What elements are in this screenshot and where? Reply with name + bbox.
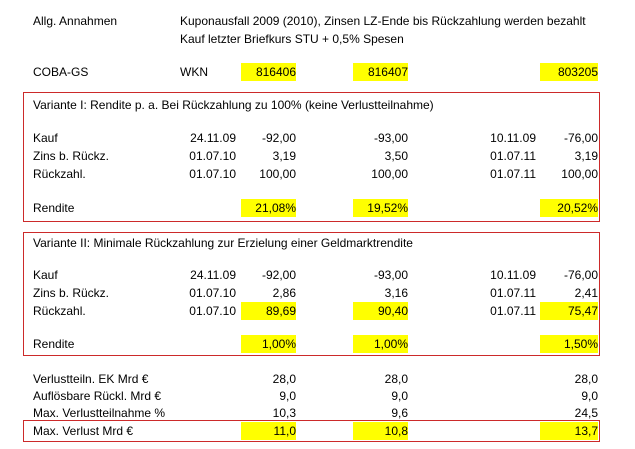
cell-row-label[interactable]: Verlustteiln. EK Mrd € — [33, 372, 149, 386]
cell-rendite-2[interactable]: 1,00% — [353, 335, 408, 353]
cell-value-3[interactable]: 24,5 — [574, 406, 598, 420]
variante-1-title[interactable]: Variante I: Rendite p. a. Bei Rückzahlung zu 100% (keine Verlustteilnahme) — [33, 98, 434, 112]
row-header-1 — [0, 12, 635, 30]
cell-value-2[interactable]: 3,50 — [384, 149, 408, 163]
cell-wkn-label[interactable]: WKN — [180, 65, 208, 79]
cell-date-3[interactable]: 10.11.09 — [490, 131, 536, 145]
cell-row-label[interactable]: Zins b. Rückz. — [33, 149, 110, 163]
cell-row-label[interactable]: Auflösbare Rückl. Mrd € — [33, 389, 162, 403]
cell-value-1[interactable]: -92,00 — [261, 268, 296, 282]
table-row — [0, 404, 635, 422]
cell-value-1[interactable]: 28,0 — [272, 372, 296, 386]
table-row — [0, 129, 635, 147]
cell-date-1[interactable]: 01.07.10 — [189, 167, 236, 181]
cell-value-1[interactable]: 100,00 — [259, 167, 296, 181]
cell-value-1[interactable]: 2,86 — [272, 286, 296, 300]
cell-row-label[interactable]: Rückzahl. — [33, 167, 86, 181]
table-row — [0, 284, 635, 302]
cell-value-2[interactable]: 3,16 — [384, 286, 408, 300]
cell-value-2[interactable]: -93,00 — [373, 131, 408, 145]
cell-note-1[interactable]: Kuponausfall 2009 (2010), Zinsen LZ-Ende bis Rückzahlung werden bezahlt — [180, 14, 586, 28]
cell-date-3[interactable]: 01.07.11 — [490, 167, 536, 181]
cell-value-3[interactable]: 100,00 — [561, 167, 598, 181]
cell-row-label[interactable]: Max. Verlustteilnahme % — [33, 406, 166, 420]
row-max-loss — [0, 422, 635, 440]
row-v2-rendite — [0, 335, 635, 353]
cell-value-3[interactable]: 28,0 — [574, 372, 598, 386]
cell-date-1[interactable]: 01.07.10 — [189, 149, 236, 163]
cell-value-2[interactable]: 9,0 — [391, 389, 408, 403]
variante-2-title[interactable]: Variante II: Minimale Rückzahlung zur Erzielung einer Geldmarktrendite — [33, 236, 413, 250]
row-wkn — [0, 63, 635, 81]
cell-value-1[interactable]: 89,69 — [241, 302, 296, 320]
cell-rendite-1[interactable]: 21,08% — [241, 199, 296, 217]
cell-date-3[interactable]: 01.07.11 — [490, 286, 536, 300]
cell-date-3[interactable]: 01.07.11 — [490, 149, 536, 163]
cell-assumptions-label[interactable]: Allg. Annahmen — [33, 14, 118, 28]
cell-value-1[interactable]: 9,0 — [279, 389, 296, 403]
cell-max-loss-3[interactable]: 13,7 — [540, 422, 598, 440]
cell-value-3[interactable]: 3,19 — [574, 149, 598, 163]
table-row — [0, 302, 635, 320]
cell-value-3[interactable]: 75,47 — [540, 302, 598, 320]
cell-rendite-3[interactable]: 1,50% — [540, 335, 598, 353]
cell-value-2[interactable]: -93,00 — [373, 268, 408, 282]
cell-max-loss-label[interactable]: Max. Verlust Mrd € — [33, 424, 134, 438]
cell-rendite-label[interactable]: Rendite — [33, 201, 75, 215]
cell-value-3[interactable]: 9,0 — [581, 389, 598, 403]
cell-date-3[interactable]: 10.11.09 — [490, 268, 536, 282]
cell-rendite-2[interactable]: 19,52% — [353, 199, 408, 217]
cell-rendite-1[interactable]: 1,00% — [241, 335, 296, 353]
cell-row-label[interactable]: Rückzahl. — [33, 304, 86, 318]
cell-row-label[interactable]: Kauf — [33, 268, 58, 282]
cell-value-1[interactable]: -92,00 — [261, 131, 296, 145]
table-row — [0, 370, 635, 388]
row-v2-title — [0, 234, 635, 252]
cell-date-3[interactable]: 01.07.11 — [490, 304, 536, 318]
table-row — [0, 266, 635, 284]
table-row — [0, 165, 635, 183]
cell-date-1[interactable]: 24.11.09 — [190, 131, 236, 145]
cell-value-1[interactable]: 10,3 — [272, 406, 296, 420]
cell-value-1[interactable]: 3,19 — [272, 149, 296, 163]
row-v1-title — [0, 96, 635, 114]
table-row — [0, 387, 635, 405]
table-row — [0, 147, 635, 165]
cell-max-loss-2[interactable]: 10,8 — [353, 422, 408, 440]
cell-date-1[interactable]: 01.07.10 — [189, 304, 236, 318]
cell-wkn-2[interactable]: 816407 — [353, 63, 408, 81]
cell-date-1[interactable]: 24.11.09 — [190, 268, 236, 282]
cell-value-2[interactable]: 9,6 — [391, 406, 408, 420]
cell-row-label[interactable]: Kauf — [33, 131, 58, 145]
cell-wkn-3[interactable]: 803205 — [540, 63, 598, 81]
cell-issuer-label[interactable]: COBA-GS — [33, 65, 89, 79]
cell-wkn-1[interactable]: 816406 — [241, 63, 296, 81]
cell-row-label[interactable]: Zins b. Rückz. — [33, 286, 110, 300]
cell-rendite-3[interactable]: 20,52% — [540, 199, 598, 217]
row-header-2 — [0, 30, 635, 48]
cell-value-3[interactable]: -76,00 — [563, 131, 598, 145]
cell-value-3[interactable]: -76,00 — [563, 268, 598, 282]
cell-value-2[interactable]: 90,40 — [353, 302, 408, 320]
cell-rendite-label[interactable]: Rendite — [33, 337, 75, 351]
cell-date-1[interactable]: 01.07.10 — [189, 286, 236, 300]
cell-max-loss-1[interactable]: 11,0 — [241, 422, 296, 440]
cell-value-3[interactable]: 2,41 — [574, 286, 598, 300]
cell-value-2[interactable]: 28,0 — [384, 372, 408, 386]
cell-value-2[interactable]: 100,00 — [371, 167, 408, 181]
row-v1-rendite — [0, 199, 635, 217]
cell-note-2[interactable]: Kauf letzter Briefkurs STU + 0,5% Spesen — [180, 32, 404, 46]
